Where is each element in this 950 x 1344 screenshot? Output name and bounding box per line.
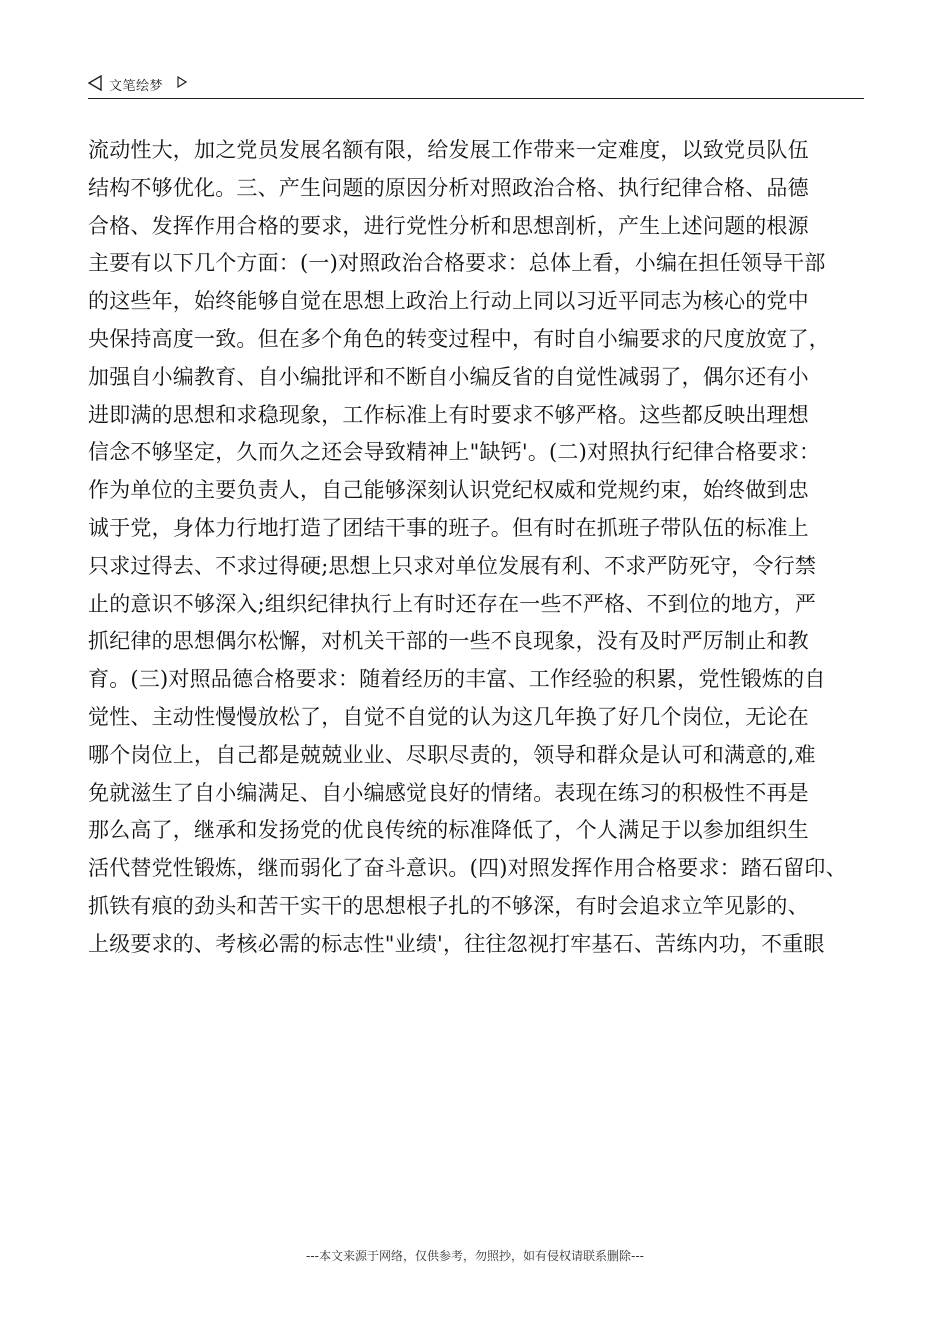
triangle-right-outline-icon (177, 76, 187, 88)
text-line: 哪个岗位上，自己都是兢兢业业、尽职尽责的，领导和群众是认可和满意的,难 (88, 742, 816, 767)
header-title: 文笔绘梦 (109, 79, 164, 94)
text-line: 进即满的思想和求稳现象，工作标准上有时要求不够严格。这些都反映出理想 (88, 402, 809, 427)
text-line: 抓纪律的思想偶尔松懈，对机关干部的一些不良现象，没有及时严厉制止和教 (88, 629, 809, 654)
page-footer: ---本文来源于网络，仅供参考，勿照抄，如有侵权请联系删除--- (306, 1249, 644, 1263)
text-line: 育。(三)对照品德合格要求：随着经历的丰富、工作经验的积累，党性锻炼的自 (88, 667, 826, 692)
text-line: 只求过得去、不求过得硬;思想上只求对单位发展有利、不求严防死守，令行禁 (88, 553, 817, 578)
text-line: 上级要求的、考核必需的标志性"业绩'，往往忽视打牢基石、苦练内功，不重眼 (88, 931, 825, 956)
text-line: 作为单位的主要负责人，自己能够深刻认识党纪权威和党规约束，始终做到忠 (88, 478, 809, 503)
text-line: 流动性大，加之党员发展名额有限，给发展工作带来一定难度，以致党员队伍 (88, 138, 809, 162)
document-body (88, 132, 878, 964)
text-line: 央保持高度一致。但在多个角色的转变过程中，有时自小编要求的尺度放宽了， (88, 326, 830, 351)
text-line: 免就滋生了自小编满足、自小编感觉良好的情绪。表现在练习的积极性不再是 (88, 780, 809, 805)
text-line: 抓铁有痕的劲头和苦干实干的思想根子扎的不够深，有时会追求立竿见影的、 (88, 893, 809, 918)
text-line: 结构不够优化。三、产生问题的原因分析对照政治合格、执行纪律合格、品德 (88, 175, 809, 200)
text-line: 活代替党性锻炼，继而弱化了奋斗意识。(四)对照发挥作用合格要求：踏石留印、 (88, 856, 847, 881)
text-line: 止的意识不够深入;组织纪律执行上有时还存在一些不严格、不到位的地方，严 (88, 591, 817, 616)
text-line: 诚于党，身体力行地打造了团结干事的班子。但有时在抓班子带队伍的标准上 (88, 515, 809, 540)
text-line: 那么高了，继承和发扬党的优良传统的标准降低了，个人满足于以参加组织生 (88, 818, 809, 843)
text-line: 加强自小编教育、自小编批评和不断自小编反省的自觉性减弱了，偶尔还有小 (88, 364, 809, 389)
text-line: 的这些年，始终能够自觉在思想上政治上行动上同以习近平同志为核心的党中 (88, 289, 809, 314)
text-line: 合格、发挥作用合格的要求，进行党性分析和思想剖析，产生上述问题的根源 (88, 213, 809, 238)
triangle-left-outline-icon (88, 75, 102, 91)
text-line: 信念不够坚定，久而久之还会导致精神上"缺钙'。(二)对照执行纪律合格要求： (88, 440, 821, 465)
text-line: 觉性、主动性慢慢放松了，自觉不自觉的认为这几年换了好几个岗位，无论在 (88, 704, 809, 729)
page-header (88, 72, 864, 99)
text-line: 主要有以下几个方面：(一)对照政治合格要求：总体上看，小编在担任领导干部 (88, 251, 826, 276)
